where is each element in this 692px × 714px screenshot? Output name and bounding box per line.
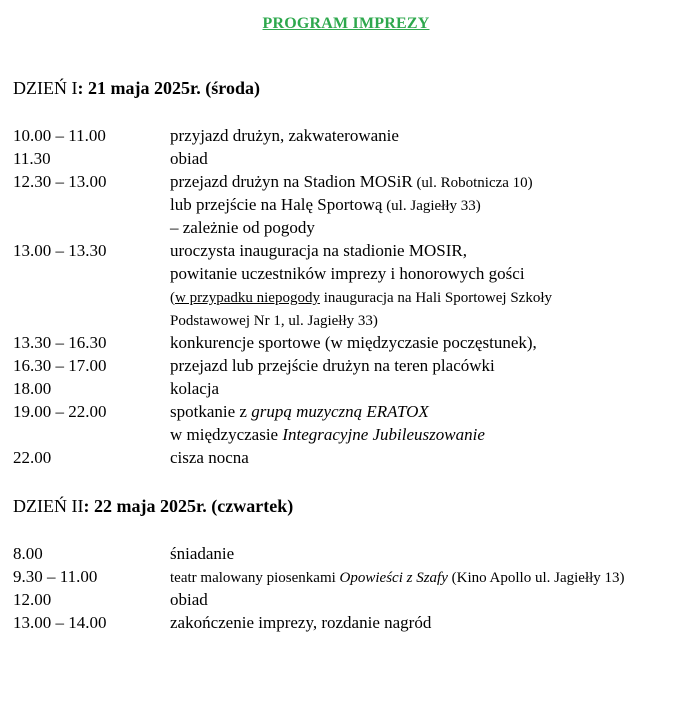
schedule-row — [13, 239, 683, 262]
activity-small: teatr malowany piosenkami — [170, 570, 340, 586]
schedule-activity — [170, 400, 683, 423]
schedule-activity — [170, 611, 683, 634]
schedule-row — [13, 170, 683, 193]
day-2-heading — [13, 496, 293, 517]
schedule-activity — [170, 147, 683, 170]
schedule-time: 13.00 – 13.30 — [13, 241, 107, 260]
activity-italic-small: Opowieści z Szafy — [339, 570, 448, 586]
activity-text: kolacja — [170, 379, 220, 398]
day-2-schedule — [13, 542, 683, 634]
activity-paren: ( — [170, 290, 175, 306]
schedule-row — [13, 611, 683, 634]
schedule-activity — [170, 239, 683, 262]
schedule-activity — [170, 262, 683, 285]
schedule-time: 12.00 — [13, 590, 52, 609]
schedule-time: 19.00 – 22.00 — [13, 402, 107, 421]
schedule-row — [13, 285, 683, 308]
schedule-activity — [170, 377, 683, 400]
activity-text: przejazd drużyn na Stadion MOSiR — [170, 172, 413, 191]
activity-text: przyjazd drużyn, zakwaterowanie — [170, 126, 399, 145]
schedule-row — [13, 542, 683, 565]
activity-text: przejazd lub przejście drużyn na teren placówki — [170, 356, 495, 375]
schedule-row — [13, 262, 683, 285]
schedule-row — [13, 308, 683, 331]
activity-text: obiad — [170, 590, 208, 609]
schedule-time: 13.30 – 16.30 — [13, 333, 107, 352]
activity-text: spotkanie z — [170, 402, 252, 421]
day-1-schedule — [13, 124, 683, 469]
schedule-row — [13, 400, 683, 423]
activity-small: (ul. Jagiełły 33) — [382, 198, 481, 214]
activity-text: w międzyczasie — [170, 425, 283, 444]
schedule-time: 22.00 — [13, 448, 52, 467]
schedule-activity — [170, 193, 683, 218]
activity-text: konkurencje sportowe (w międzyczasie poczęstunek), — [170, 333, 537, 352]
schedule-time: 8.00 — [13, 544, 43, 563]
schedule-activity — [170, 331, 683, 354]
schedule-row — [13, 377, 683, 400]
schedule-row — [13, 588, 683, 611]
activity-text: obiad — [170, 149, 208, 168]
schedule-row — [13, 354, 683, 377]
schedule-activity — [170, 423, 683, 446]
schedule-time: 9.30 – 11.00 — [13, 567, 98, 586]
activity-text: zakończenie imprezy, rozdanie nagród — [170, 613, 432, 632]
schedule-time: 10.00 – 11.00 — [13, 126, 106, 145]
activity-underlined: w przypadku niepogody — [175, 290, 320, 306]
activity-small: inauguracja na Hali Sportowej Szkoły — [319, 290, 552, 306]
schedule-activity — [170, 285, 683, 310]
schedule-row — [13, 331, 683, 354]
activity-text: śniadanie — [170, 544, 235, 563]
schedule-activity — [170, 170, 683, 195]
activity-italic: grupą muzyczną ERATOX — [251, 402, 429, 421]
schedule-time: 13.00 – 14.00 — [13, 613, 107, 632]
schedule-time: 11.30 — [13, 149, 51, 168]
activity-text: powitanie uczestników imprezy i honorowych gości — [170, 264, 525, 283]
day-1-label: DZIEŃ I — [13, 78, 78, 98]
schedule-row — [13, 216, 683, 239]
schedule-activity — [170, 588, 683, 611]
activity-text: lub przejście na Halę Sportową — [170, 195, 383, 214]
activity-text: cisza nocna — [170, 448, 249, 467]
schedule-time: 16.30 – 17.00 — [13, 356, 107, 375]
day-1-heading — [13, 78, 260, 99]
schedule-row — [13, 193, 683, 216]
schedule-activity — [170, 354, 683, 377]
schedule-activity — [170, 308, 683, 333]
schedule-time: 18.00 — [13, 379, 52, 398]
activity-text: uroczysta inauguracja na stadionie MOSIR, — [170, 241, 467, 260]
program-title: PROGRAM IMPREZY — [262, 15, 430, 32]
activity-small-2: (Kino Apollo ul. Jagiełły 13) — [447, 570, 625, 586]
schedule-activity — [170, 565, 683, 590]
schedule-row — [13, 147, 683, 170]
schedule-row — [13, 565, 683, 588]
schedule-time: 12.30 – 13.00 — [13, 172, 107, 191]
day-2-label: DZIEŃ II — [13, 496, 84, 516]
activity-text: – zależnie od pogody — [170, 218, 315, 237]
schedule-activity — [170, 124, 683, 147]
schedule-activity — [170, 446, 683, 469]
schedule-activity — [170, 542, 683, 565]
schedule-row — [13, 446, 683, 469]
day-1-date: : 21 maja 2025r. (środa) — [77, 78, 260, 98]
activity-small: Podstawowej Nr 1, ul. Jagiełły 33) — [170, 313, 378, 329]
schedule-activity — [170, 216, 683, 239]
schedule-row — [13, 423, 683, 446]
schedule-row — [13, 124, 683, 147]
activity-small: (ul. Robotnicza 10) — [412, 175, 533, 191]
day-2-date: : 22 maja 2025r. (czwartek) — [83, 496, 294, 516]
activity-italic: Integracyjne Jubileuszowanie — [282, 425, 485, 444]
